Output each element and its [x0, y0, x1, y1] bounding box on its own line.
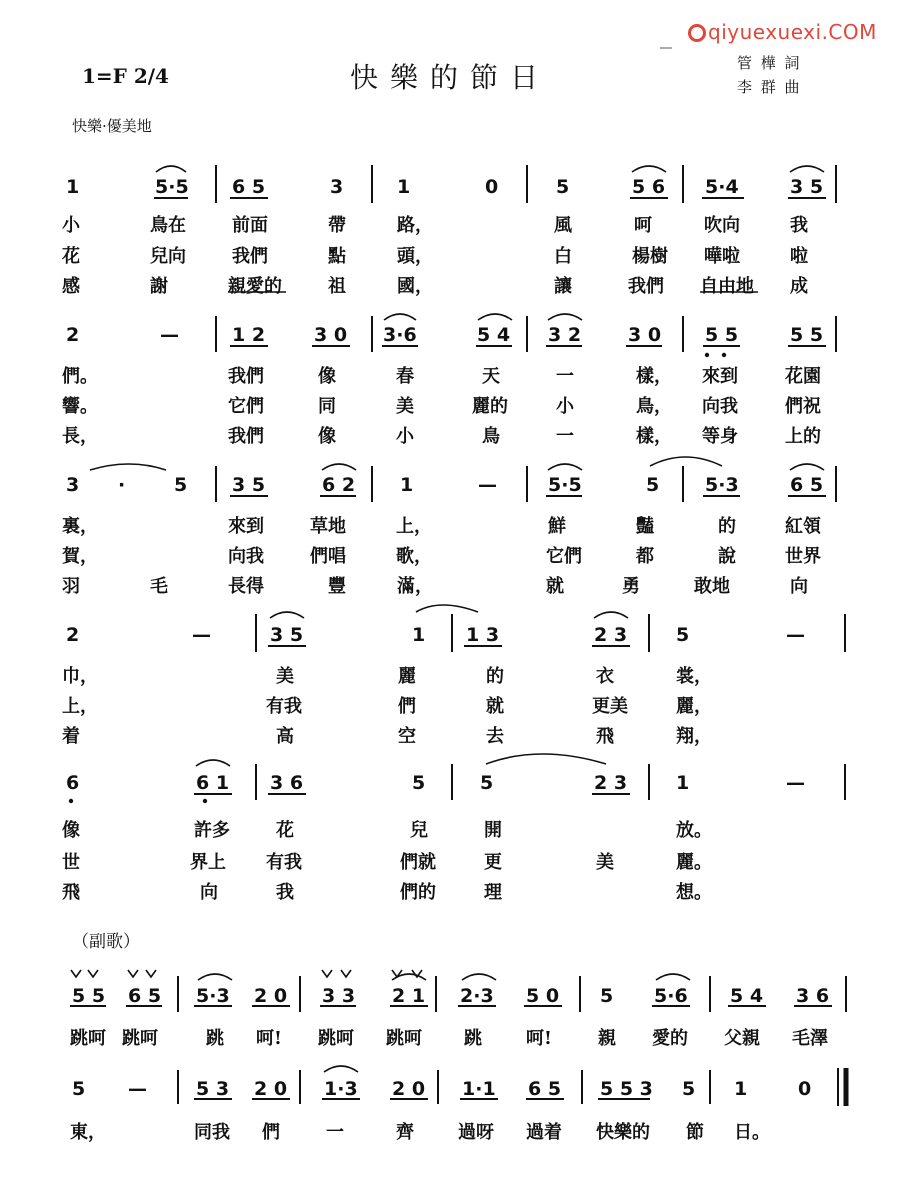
note: 1 2 — [232, 324, 266, 346]
note: 6 5 — [790, 474, 824, 496]
note: 5 — [174, 474, 188, 496]
lyric: 頭， — [397, 246, 433, 267]
lyric: 我們 — [228, 426, 264, 447]
note: 3 5 — [232, 474, 266, 496]
note: 5 5 3 — [600, 1078, 653, 1100]
lyric: 歌， — [396, 546, 432, 567]
lyric: 它們 — [228, 396, 264, 417]
lyric: 自由地 — [700, 276, 754, 297]
lyric: 麗 — [398, 666, 416, 687]
lyric: 國， — [397, 276, 433, 297]
note: 6 — [66, 772, 80, 794]
note: 5 5 — [790, 324, 824, 346]
lyric: 衣 — [596, 666, 614, 687]
lyric: 豔 — [636, 516, 654, 537]
lyric: 向 — [200, 882, 218, 903]
lyric: 父親 — [724, 1028, 760, 1049]
lyric: 我們 — [628, 276, 664, 297]
lyric: 一 — [556, 366, 574, 387]
lyric: 它們 — [546, 546, 582, 567]
lyric: 麗的 — [472, 396, 508, 417]
lyric: 兒 — [410, 820, 428, 841]
lyric: 許多 — [194, 820, 230, 841]
lyric: 吹向 — [704, 215, 740, 236]
lyric: 路， — [397, 215, 433, 236]
note: 5 4 — [477, 324, 511, 346]
note: 5 — [646, 474, 660, 496]
note: 3 0 — [628, 324, 662, 346]
note: 5 6 — [632, 176, 666, 198]
lyric: 謝 — [150, 276, 168, 297]
note: 5 5 — [705, 324, 739, 346]
note: 5 — [676, 624, 690, 646]
lyric: 紅領 — [785, 516, 821, 537]
note: 5 3 — [196, 1078, 230, 1100]
lyric: 呵! — [256, 1028, 282, 1049]
lyric: 有我 — [266, 852, 302, 873]
note: — — [128, 1078, 147, 1100]
lyric: 跳呵 — [70, 1028, 106, 1049]
lyric: 齊 — [396, 1122, 414, 1143]
lyric: 長得 — [228, 576, 264, 597]
lyric: 像 — [62, 820, 80, 841]
note: 3 — [330, 176, 344, 198]
lyric: 們就 — [400, 852, 436, 873]
note: 5·3 — [196, 985, 230, 1007]
lyric: 花 — [62, 246, 80, 267]
lyric: 麗。 — [676, 852, 712, 873]
composer-credit: 李 群 曲 — [737, 78, 802, 96]
lyric: 想。 — [676, 882, 712, 903]
lyric: 一 — [556, 426, 574, 447]
note: 1 — [397, 176, 411, 198]
lyric: 飛 — [596, 726, 614, 747]
lyric: 上的 — [785, 426, 821, 447]
note: 3 6 — [270, 772, 304, 794]
lyric: 鮮 — [548, 516, 566, 537]
lyric: 過呀 — [458, 1122, 494, 1143]
lyric: 我們 — [232, 246, 268, 267]
song-title: 快樂的節日 — [350, 61, 551, 94]
lyric: 麗， — [676, 696, 712, 717]
lyric: 來到 — [228, 516, 264, 537]
lyric: 前面 — [232, 215, 268, 236]
note: 3 6 — [796, 985, 830, 1007]
lyric: 跳 — [206, 1028, 224, 1049]
lyric: 敢地 — [694, 576, 730, 597]
lyric: 上， — [62, 696, 98, 717]
lyric: 們 — [398, 696, 416, 717]
key-signature: 1=F 2/4 — [82, 64, 169, 88]
note: 2 0 — [392, 1078, 426, 1100]
lyric: 有我 — [266, 696, 302, 717]
lyric: 我 — [790, 215, 808, 236]
lyric: 我 — [276, 882, 294, 903]
note: 3 — [66, 474, 80, 496]
lyric: 美 — [596, 852, 614, 873]
lyric: 春 — [396, 366, 414, 387]
note: 6 5 — [528, 1078, 562, 1100]
note: 2 0 — [254, 1078, 288, 1100]
watermark[interactable]: qiyuexuexi.COM — [688, 22, 877, 42]
lyric: 風 — [554, 215, 572, 236]
note: 2 3 — [594, 772, 628, 794]
lyric: 過着 — [526, 1122, 562, 1143]
lyric: 等身 — [702, 426, 738, 447]
note: 2 0 — [254, 985, 288, 1007]
lyric: 花 — [276, 820, 294, 841]
lyric: 帶 — [328, 215, 346, 236]
lyric: 說 — [718, 546, 736, 567]
chorus-label: （副歌） — [72, 932, 140, 952]
slurs — [90, 166, 824, 1072]
lyric: 東， — [70, 1122, 106, 1143]
lyric: 呵 — [634, 215, 652, 236]
lyric: 界上 — [190, 852, 226, 873]
note: — — [192, 624, 211, 646]
note: 5 — [480, 772, 494, 794]
lyric: 更美 — [592, 696, 628, 717]
note: 5·5 — [155, 176, 189, 198]
lyric: 跳呵 — [318, 1028, 354, 1049]
note: 5 4 — [730, 985, 764, 1007]
tempo-marking: 快樂·優美地 — [72, 117, 152, 135]
note: 5·3 — [705, 474, 739, 496]
lyric: 鳥， — [636, 396, 672, 417]
note: 2 — [66, 624, 80, 646]
lyric: 節 — [686, 1122, 704, 1143]
lyric: 一 — [326, 1122, 344, 1143]
lyric: 快樂的 — [596, 1122, 650, 1143]
lyric: 更 — [484, 852, 502, 873]
note: 1 — [412, 624, 426, 646]
lyric: 跳 — [464, 1028, 482, 1049]
lyric: 裳， — [676, 666, 712, 687]
note: 1·3 — [324, 1078, 358, 1100]
lyric: 日。 — [734, 1122, 770, 1143]
note: 6 5 — [232, 176, 266, 198]
lyric: 空 — [398, 726, 416, 747]
lyric: 開 — [484, 820, 502, 841]
note: 5 0 — [526, 985, 560, 1007]
lyric: 成 — [790, 276, 808, 297]
lyric: 就 — [546, 576, 564, 597]
lyric: 飛 — [62, 882, 80, 903]
lyric: 感 — [62, 276, 80, 297]
lyric: 小 — [62, 215, 80, 236]
lyric: 的 — [486, 666, 504, 687]
note: 1 — [676, 772, 690, 794]
bar-lines — [178, 165, 846, 1106]
lyric: 白 — [554, 246, 572, 267]
lyric: 跳呵 — [386, 1028, 422, 1049]
lyric: 向 — [790, 576, 808, 597]
lyric: 們 — [262, 1122, 280, 1143]
lyric: 鳥 — [482, 426, 500, 447]
lyric: 樣， — [636, 426, 672, 447]
lyric: 裏， — [62, 516, 98, 537]
note: 6 1 — [196, 772, 230, 794]
lyric: 草地 — [310, 516, 346, 537]
lyric: 我們 — [228, 366, 264, 387]
octave-dots — [69, 353, 726, 803]
lyric: 天 — [482, 366, 500, 387]
lyric: 羽 — [62, 576, 80, 597]
lyric: 嘩啦 — [704, 246, 740, 267]
lyric: 來到 — [702, 366, 738, 387]
note: 5·6 — [654, 985, 688, 1007]
note: 5 — [600, 985, 614, 1007]
note: 5 — [412, 772, 426, 794]
note: 2 — [66, 324, 80, 346]
lyric: 去 — [486, 726, 504, 747]
note: 2 3 — [594, 624, 628, 646]
note: 6 5 — [128, 985, 162, 1007]
note: — — [786, 624, 805, 646]
note: 3 2 — [548, 324, 582, 346]
lyric: 響。 — [62, 396, 98, 417]
note: 3 5 — [790, 176, 824, 198]
note: 5 — [556, 176, 570, 198]
lyric: 滿， — [397, 576, 433, 597]
lyric: 世界 — [785, 546, 821, 567]
lyric: 理 — [484, 882, 502, 903]
note: 2·3 — [460, 985, 494, 1007]
lyric: 美 — [276, 666, 294, 687]
note: 3 3 — [322, 985, 356, 1007]
lyric: 跳呵 — [122, 1028, 158, 1049]
lyric: 們的 — [400, 882, 436, 903]
note: 1 — [66, 176, 80, 198]
lyric: 同我 — [194, 1122, 230, 1143]
lyric: 美 — [396, 396, 414, 417]
note: 2 1 — [392, 985, 426, 1007]
lyric: 兒向 — [150, 246, 186, 267]
lyric: 像 — [318, 426, 336, 447]
lyric: 翔， — [676, 726, 712, 747]
lyric: 們祝 — [785, 396, 821, 417]
accent-marks — [71, 970, 422, 977]
lyric: 同 — [318, 396, 336, 417]
lyric: 向我 — [702, 396, 738, 417]
lyric: 賀， — [62, 546, 98, 567]
lyric: 向我 — [228, 546, 264, 567]
lyric: 豐 — [328, 576, 346, 597]
note: 0 — [798, 1078, 812, 1100]
note: 5 5 — [72, 985, 106, 1007]
note: 1 — [400, 474, 414, 496]
lyric: 高 — [276, 726, 294, 747]
lyric: 毛 — [150, 576, 168, 597]
lyric: 鳥在 — [150, 215, 186, 236]
lyric: 毛澤 — [792, 1028, 828, 1049]
note: 5 — [682, 1078, 696, 1100]
lyric: 樣， — [636, 366, 672, 387]
note: — — [478, 474, 497, 496]
lyric: 世 — [62, 852, 80, 873]
note: · — [118, 474, 126, 496]
lyric: 勇 — [622, 576, 640, 597]
note: 3·6 — [383, 324, 417, 346]
note: 1·1 — [462, 1078, 496, 1100]
lyric: 就 — [486, 696, 504, 717]
note: 5 — [72, 1078, 86, 1100]
note: 6 2 — [322, 474, 356, 496]
lyric: 小 — [396, 426, 414, 447]
lyric: 都 — [636, 546, 654, 567]
lyricist-credit: 管 樺 詞 — [737, 54, 802, 72]
lyric: 的 — [718, 516, 736, 537]
note: 5·4 — [705, 176, 739, 198]
lyric: 花園 — [785, 366, 821, 387]
lyric: 呵! — [526, 1028, 552, 1049]
lyric: 着 — [62, 726, 80, 747]
lyric: 楊樹 — [632, 246, 668, 267]
lyric: 上， — [396, 516, 432, 537]
lyric: 放。 — [676, 820, 712, 841]
lyric: 祖 — [328, 276, 346, 297]
lyric: 小 — [556, 396, 574, 417]
lyric: 愛的 — [652, 1028, 688, 1049]
lyric: 巾， — [62, 666, 98, 687]
lyric: 長， — [62, 426, 98, 447]
note: 3 0 — [314, 324, 348, 346]
lyric: 們唱 — [310, 546, 346, 567]
note: 3 5 — [270, 624, 304, 646]
lyric: 親愛的 — [228, 276, 282, 297]
lyric: 啦 — [790, 246, 808, 267]
lyric: 讓 — [554, 276, 572, 297]
lyric: 像 — [318, 366, 336, 387]
note: — — [786, 772, 805, 794]
lyric: 點 — [328, 246, 346, 267]
note: — — [160, 324, 179, 346]
lyric: 親 — [598, 1028, 616, 1049]
lyric: 們。 — [62, 366, 98, 387]
note: 5·5 — [548, 474, 582, 496]
note: 0 — [485, 176, 499, 198]
note: 1 — [734, 1078, 748, 1100]
note: 1 3 — [466, 624, 500, 646]
